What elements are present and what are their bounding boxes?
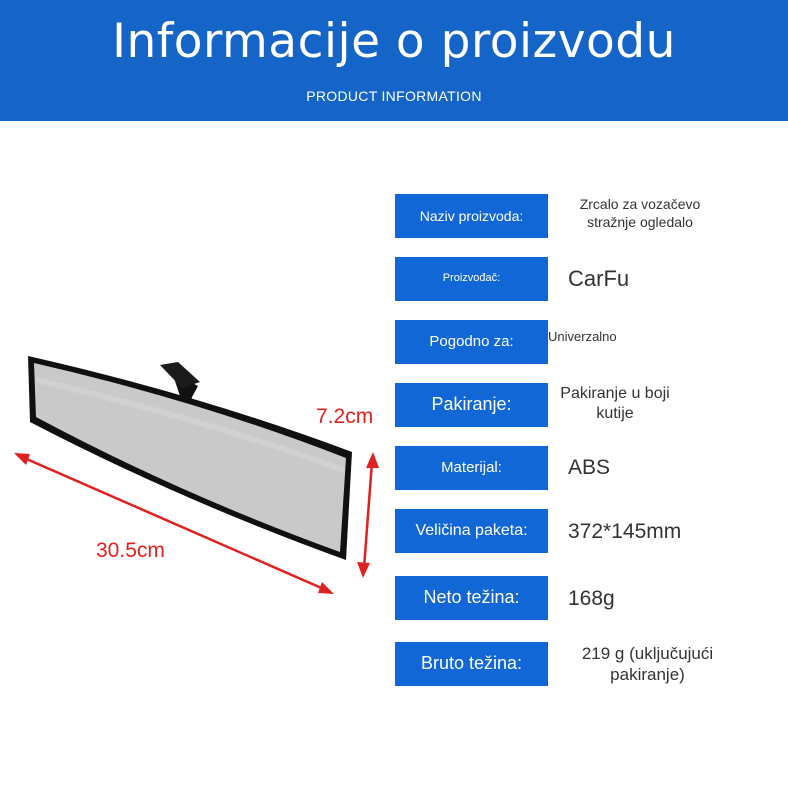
height-dimension-arrow	[364, 462, 372, 568]
spec-value-packaging: Pakiranje u boji kutije	[560, 385, 670, 422]
spec-label-net-weight: Neto težina:	[395, 576, 548, 620]
spec-label-suitable-for: Pogodno za:	[395, 320, 548, 364]
height-dimension-label: 7.2cm	[316, 405, 374, 428]
spec-label-package-size: Veličina paketa:	[395, 509, 548, 553]
spec-value-package-size: 372*145mm	[568, 520, 682, 543]
spec-label-packaging: Pakiranje:	[395, 383, 548, 427]
page-title: Informacije o proizvodu	[112, 14, 676, 69]
width-dimension-label: 30.5cm	[96, 539, 165, 562]
spec-label-product-name: Naziv proizvoda:	[395, 194, 548, 238]
spec-value-gross-weight: 219 g (uključujući pakiranje)	[581, 644, 714, 685]
spec-value-suitable-for: Univerzalno	[548, 329, 617, 344]
page-subtitle: PRODUCT INFORMATION	[306, 88, 482, 104]
rearview-mirror-icon	[0, 340, 400, 610]
spec-label-manufacturer: Proizvođač:	[395, 257, 548, 301]
spec-label-material: Materijal:	[395, 446, 548, 490]
header-banner	[0, 0, 788, 121]
spec-value-product-name: Zrcalo za vozačevo stražnje ogledalo	[579, 196, 701, 230]
spec-value-material: ABS	[568, 456, 611, 479]
spec-value-net-weight: 168g	[568, 587, 615, 610]
spec-label-gross-weight: Bruto težina:	[395, 642, 548, 686]
spec-value-manufacturer: CarFu	[568, 266, 630, 291]
